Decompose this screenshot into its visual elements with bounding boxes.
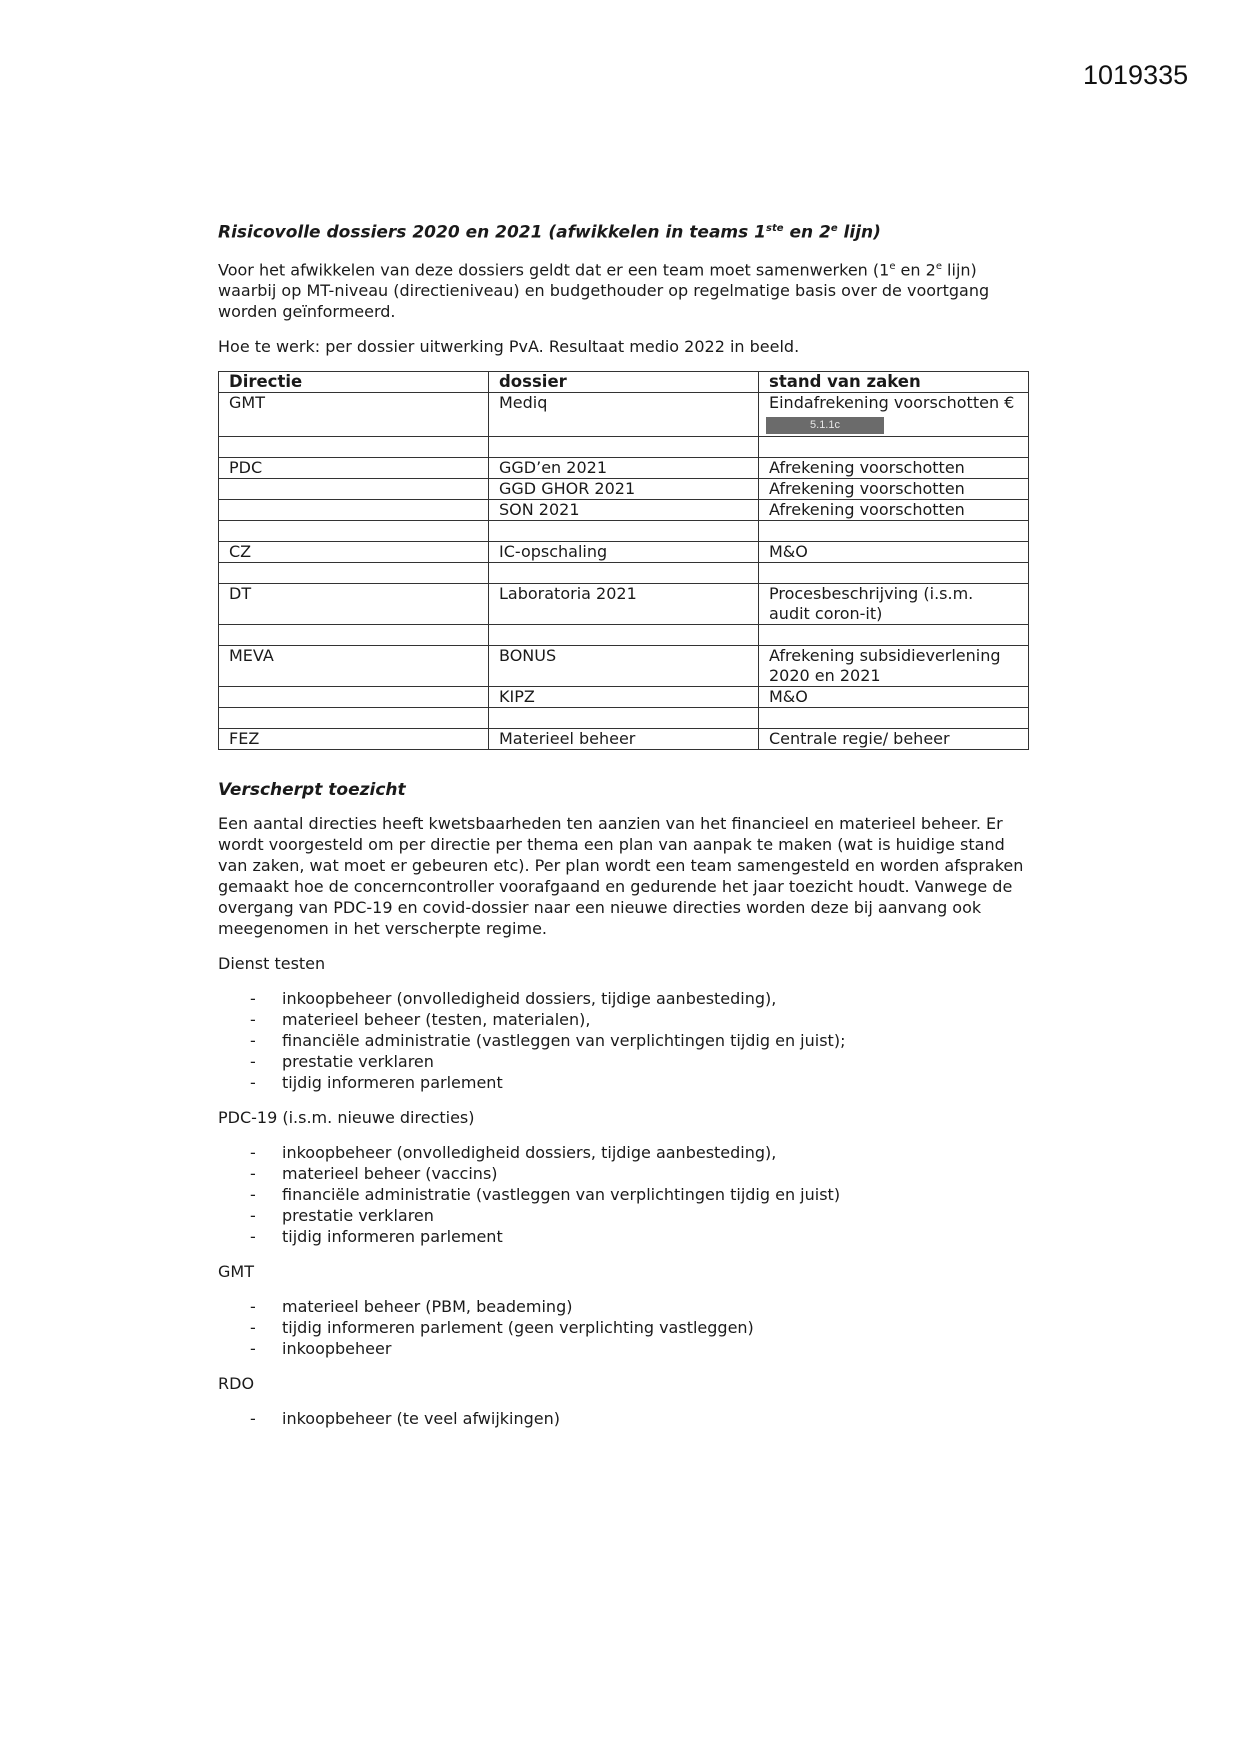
list-item: - prestatie verklaren bbox=[250, 1051, 1028, 1072]
title-text: Risicovolle dossiers 2020 en 2021 (afwikkelen in teams 1 bbox=[218, 222, 767, 243]
group-label: Dienst testen bbox=[218, 953, 326, 973]
intro-paragraph bbox=[218, 256, 1028, 322]
table-cell bbox=[219, 686, 489, 707]
list-item: - tijdig informeren parlement bbox=[250, 1226, 1028, 1247]
table-cell bbox=[759, 520, 1029, 541]
title-text: lijn) bbox=[837, 222, 881, 243]
title-superscript: ste bbox=[766, 223, 784, 234]
table-cell bbox=[489, 624, 759, 645]
title-superscript: e bbox=[830, 223, 838, 234]
table-row bbox=[219, 520, 1029, 541]
intro-text: en 2 bbox=[895, 259, 936, 279]
cell-text: Eindafrekening voorschotten € bbox=[769, 392, 1015, 412]
document-body bbox=[218, 218, 1028, 1443]
table-cell: DT bbox=[219, 583, 489, 624]
table-cell bbox=[489, 520, 759, 541]
table-row bbox=[219, 686, 1029, 707]
page-number: 1019335 bbox=[1083, 60, 1189, 90]
table-row bbox=[219, 624, 1029, 645]
list-item: - materieel beheer (PBM, beademing) bbox=[250, 1296, 1028, 1317]
table-cell: Afrekening voorschotten bbox=[759, 499, 1029, 520]
table-cell: BONUS bbox=[489, 645, 759, 686]
list-item: - financiële administratie (vastleggen van verplichtingen tijdig en juist); bbox=[250, 1030, 1028, 1051]
list-item: - materieel beheer (vaccins) bbox=[250, 1163, 1028, 1184]
table-cell: Afrekening voorschotten bbox=[759, 478, 1029, 499]
table-cell bbox=[759, 436, 1029, 457]
group-pdc-19 bbox=[218, 1107, 1028, 1247]
table-row bbox=[219, 499, 1029, 520]
table-cell bbox=[219, 499, 489, 520]
title-text: en 2 bbox=[783, 222, 831, 243]
redaction-block: 5.1.1c bbox=[766, 417, 884, 434]
table-cell: KIPZ bbox=[489, 686, 759, 707]
intro-text: Voor het afwikkelen van deze dossiers geldt dat er een team moet samenwerken (1 bbox=[218, 259, 890, 279]
group-gmt bbox=[218, 1261, 1028, 1359]
list-item: - tijdig informeren parlement bbox=[250, 1072, 1028, 1093]
group-label: PDC-19 (i.s.m. nieuwe directies) bbox=[218, 1107, 475, 1127]
intro-superscript: e bbox=[889, 260, 896, 272]
group-rdo bbox=[218, 1373, 1028, 1429]
table-header-row bbox=[219, 371, 1029, 392]
table-cell: Afrekening voorschotten bbox=[759, 457, 1029, 478]
list-item: - financiële administratie (vastleggen van verplichtingen tijdig en juist) bbox=[250, 1184, 1028, 1205]
table-row bbox=[219, 562, 1029, 583]
group-dienst-testen bbox=[218, 953, 1028, 1093]
table-row bbox=[219, 728, 1029, 749]
approach-paragraph: Hoe te werk: per dossier uitwerking PvA. Resultaat medio 2022 in beeld. bbox=[218, 336, 800, 356]
list-item: - inkoopbeheer (te veel afwijkingen) bbox=[250, 1408, 1028, 1429]
intro-text: lijn) waarbij op MT-niveau (directieniveau) en budgethouder op regelmatige basis over de voortgang worden geïnformeerd. bbox=[218, 259, 990, 321]
table-cell bbox=[219, 520, 489, 541]
table-cell bbox=[759, 392, 1029, 436]
header-cell-dossier: dossier bbox=[489, 371, 759, 392]
section-title-risicovolle-dossiers bbox=[218, 218, 1028, 244]
table-cell: GGD’en 2021 bbox=[489, 457, 759, 478]
table-row bbox=[219, 436, 1029, 457]
table-cell: GMT bbox=[219, 392, 489, 436]
list-item: - inkoopbeheer bbox=[250, 1338, 1028, 1359]
table-cell bbox=[759, 562, 1029, 583]
section-title-verscherpt-toezicht: Verscherpt toezicht bbox=[218, 779, 406, 800]
table-cell bbox=[219, 436, 489, 457]
list-item: - tijdig informeren parlement (geen verplichting vastleggen) bbox=[250, 1317, 1028, 1338]
table-cell: Materieel beheer bbox=[489, 728, 759, 749]
table-cell: SON 2021 bbox=[489, 499, 759, 520]
group-label: GMT bbox=[218, 1261, 254, 1281]
header-cell-stand-van-zaken: stand van zaken bbox=[759, 371, 1029, 392]
table-cell: PDC bbox=[219, 457, 489, 478]
bullet-list bbox=[218, 988, 1028, 1093]
dossiers-table bbox=[218, 371, 1029, 750]
list-item: - prestatie verklaren bbox=[250, 1205, 1028, 1226]
table-cell: IC-opschaling bbox=[489, 541, 759, 562]
intro-superscript: e bbox=[935, 260, 942, 272]
table-cell bbox=[759, 707, 1029, 728]
table-cell: Procesbeschrijving (i.s.m. audit coron-it) bbox=[759, 583, 1029, 624]
table-row bbox=[219, 392, 1029, 436]
toezicht-paragraph: Een aantal directies heeft kwetsbaarheden ten aanzien van het financieel en materieel beheer. Er wordt voorgesteld om per directie per thema een plan van aanpak te maken (wat is huidige stand van zaken, wat moet er gebeuren etc). Per plan wordt een team samengesteld en worden afspraken gemaakt hoe de concerncontroller voorafgaand en gedurende het jaar toezicht houdt. Vanwege de overgang van PDC-19 en covid-dossier naar een nieuwe directies worden deze bij aanvang ook meegenomen in het verscherpte regime. bbox=[218, 813, 1024, 938]
table-cell bbox=[219, 624, 489, 645]
table-cell: MEVA bbox=[219, 645, 489, 686]
table-cell: Laboratoria 2021 bbox=[489, 583, 759, 624]
table-row bbox=[219, 541, 1029, 562]
group-label: RDO bbox=[218, 1373, 255, 1393]
table-cell bbox=[219, 707, 489, 728]
table-cell: Centrale regie/ beheer bbox=[759, 728, 1029, 749]
table-row bbox=[219, 457, 1029, 478]
list-item: - inkoopbeheer (onvolledigheid dossiers, tijdige aanbesteding), bbox=[250, 1142, 1028, 1163]
table-cell: M&O bbox=[759, 541, 1029, 562]
table-row bbox=[219, 645, 1029, 686]
table-cell: Afrekening subsidieverlening 2020 en 2021 bbox=[759, 645, 1029, 686]
bullet-list bbox=[218, 1142, 1028, 1247]
table-row bbox=[219, 583, 1029, 624]
table-cell bbox=[489, 436, 759, 457]
table-cell bbox=[489, 707, 759, 728]
table-cell: M&O bbox=[759, 686, 1029, 707]
list-item: - materieel beheer (testen, materialen), bbox=[250, 1009, 1028, 1030]
bullet-list bbox=[218, 1296, 1028, 1359]
table-cell: FEZ bbox=[219, 728, 489, 749]
header-cell-directie: Directie bbox=[219, 371, 489, 392]
table-cell: GGD GHOR 2021 bbox=[489, 478, 759, 499]
table-cell bbox=[219, 478, 489, 499]
table-row bbox=[219, 478, 1029, 499]
table-cell bbox=[759, 624, 1029, 645]
bullet-list bbox=[218, 1408, 1028, 1429]
table-cell bbox=[489, 562, 759, 583]
table-cell: CZ bbox=[219, 541, 489, 562]
list-item: - inkoopbeheer (onvolledigheid dossiers, tijdige aanbesteding), bbox=[250, 988, 1028, 1009]
table-row bbox=[219, 707, 1029, 728]
table-cell: Mediq bbox=[489, 392, 759, 436]
table-cell bbox=[219, 562, 489, 583]
